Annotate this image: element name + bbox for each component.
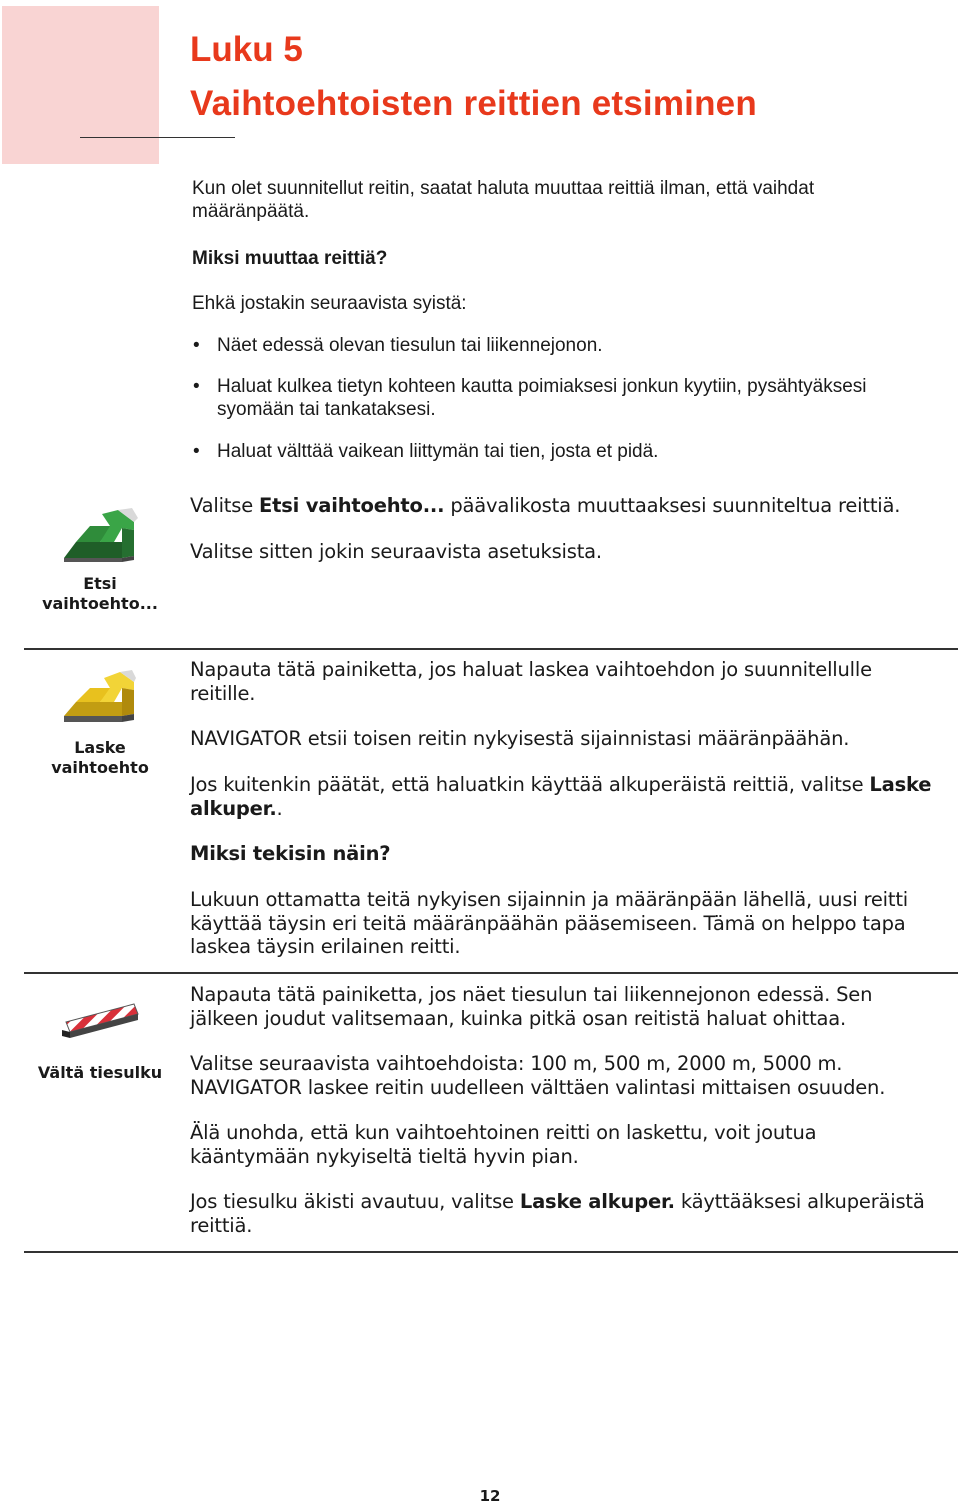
chapter-number: Luku 5 (190, 30, 303, 69)
roadblock-paragraph-2: Valitse seuraavista vaihtoehdoista: 100 m, 500 m, 2000 m, 5000 m. NAVIGATOR laskee reitin uudelleen välttäen valintasi mittaisen osuuden. (190, 1052, 886, 1099)
calculate-alternative-label: Laske vaihtoehto (51, 738, 149, 777)
calculate-alternative-icon[interactable] (62, 670, 142, 733)
calc-paragraph-4: Lukuun ottamatta teitä nykyisen sijainnin ja määränpään lähellä, uusi reitti käyttää täysin eri teitä määränpäähän pääsemiseen. Tämä on helppo tapa laskea täysin erilainen reitti. (190, 888, 909, 958)
intro-question: Miksi muuttaa reittiä? (192, 248, 388, 269)
section-divider (24, 1251, 958, 1253)
section-divider (24, 648, 958, 650)
find-alternative-instruction: Valitse Etsi vaihtoehto... päävalikosta muuttaaksesi suunniteltua reittiä. (190, 494, 901, 517)
reasons-intro: Ehkä jostakin seuraavista syistä: (192, 293, 467, 314)
chapter-tab (2, 6, 159, 164)
bullet-item: Näet edessä olevan tiesulun tai liikennejonon. (217, 335, 603, 356)
find-alternative-label: Etsi vaihtoehto... (42, 574, 158, 613)
calc-paragraph-1: Napauta tätä painiketta, jos haluat laskea vaihtoehdon jo suunnitellulle reitille. (190, 658, 872, 705)
calc-question: Miksi tekisin näin? (190, 842, 391, 865)
title-divider (80, 137, 235, 138)
find-alternative-next: Valitse sitten jokin seuraavista asetuksista. (190, 540, 602, 563)
bullet-marker: • (193, 335, 200, 356)
bullet-item: Haluat välttää vaikean liittymän tai tien, josta et pidä. (217, 441, 659, 462)
roadblock-paragraph-1: Napauta tätä painiketta, jos näet tiesulun tai liikennejonon edessä. Sen jälkeen joudut valitsemaan, kuinka pitkä osan reitistä haluat ohittaa. (190, 983, 873, 1030)
page-number: 12 (479, 1487, 501, 1505)
section-divider (24, 972, 958, 974)
bullet-marker: • (193, 376, 200, 397)
calc-paragraph-2: NAVIGATOR etsii toisen reitin nykyisestä sijainnistasi määränpäähän. (190, 727, 850, 750)
find-alternative-icon[interactable] (62, 508, 142, 571)
roadblock-icon[interactable] (62, 1000, 142, 1047)
bullet-marker: • (193, 441, 200, 462)
page-title: Vaihtoehtoisten reittien etsiminen (190, 84, 757, 123)
bullet-item: Haluat kulkea tietyn kohteen kautta poimiaksesi jonkun kyytiin, pysähtyäksesi syomään tai tankataksesi. (217, 376, 867, 420)
roadblock-paragraph-4: Jos tiesulku äkisti avautuu, valitse Laske alkuper. käyttääksesi alkuperäistä reittiä. (190, 1190, 925, 1237)
intro-paragraph: Kun olet suunnitellut reitin, saatat haluta muuttaa reittiä ilman, että vaihdat määränpäätä. (192, 178, 815, 222)
calc-paragraph-3: Jos kuitenkin päätät, että haluatkin käyttää alkuperäistä reittiä, valitse Laske alkuper.. (190, 773, 932, 820)
roadblock-paragraph-3: Älä unohda, että kun vaihtoehtoinen reitti on laskettu, voit joutua kääntymään nykyiseltä tieltä hyvin pian. (190, 1121, 817, 1168)
roadblock-label: Vältä tiesulku (37, 1063, 163, 1082)
